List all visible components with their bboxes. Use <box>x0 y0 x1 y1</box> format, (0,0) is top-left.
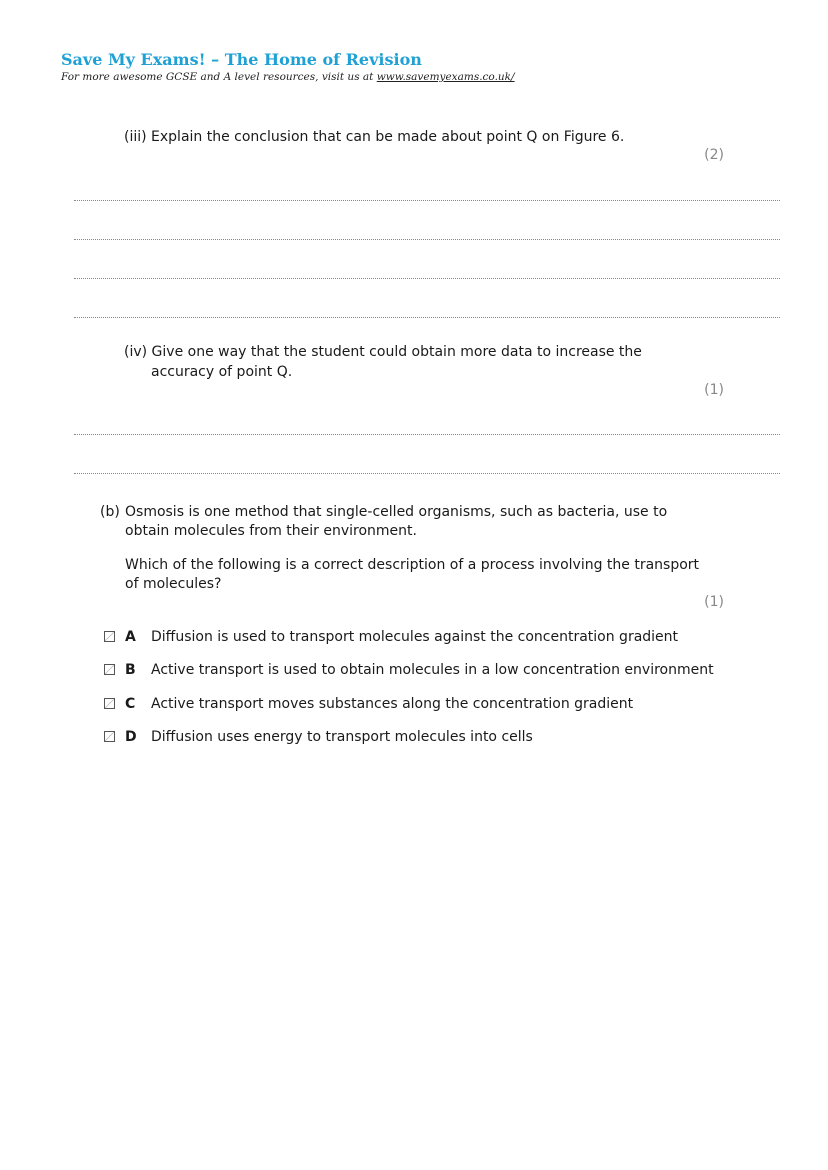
option-letter: D <box>125 729 137 745</box>
question-iv-line1: (iv) Give one way that the student could obtain more data to increase the <box>124 344 642 360</box>
question-b-line3: Which of the following is a correct description of a process involving the transport <box>125 557 700 573</box>
answer-line[interactable] <box>74 434 780 435</box>
option-letter: C <box>125 696 136 712</box>
question-iii-text: (iii) Explain the conclusion that can be made about point Q on Figure 6. <box>124 129 625 145</box>
option-text: Active transport is used to obtain molecules in a low concentration environment <box>151 662 714 678</box>
answer-line[interactable] <box>74 278 780 279</box>
site-subtitle-text: For more awesome GCSE and A level resources, visit us at <box>61 71 377 83</box>
checkbox-icon[interactable] <box>104 631 115 642</box>
option-text: Diffusion uses energy to transport molecules into cells <box>151 729 533 745</box>
option-text: Diffusion is used to transport molecules against the concentration gradient <box>151 629 679 645</box>
answer-line[interactable] <box>74 473 780 474</box>
answer-line[interactable] <box>74 317 780 318</box>
site-subtitle <box>61 71 515 83</box>
question-iii-marks: (2) <box>704 147 724 163</box>
question-iv-line2: accuracy of point Q. <box>151 364 293 380</box>
question-b-marks: (1) <box>704 594 724 610</box>
site-link[interactable]: www.savemyexams.co.uk/ <box>376 71 515 83</box>
answer-line[interactable] <box>74 239 780 240</box>
question-iv-marks: (1) <box>704 382 724 398</box>
option-letter: B <box>125 662 136 678</box>
question-b-label: (b) <box>100 504 120 520</box>
option-letter: A <box>125 629 136 645</box>
site-title: Save My Exams! – The Home of Revision <box>61 50 422 69</box>
option-text: Active transport moves substances along the concentration gradient <box>151 696 634 712</box>
question-b-line4: of molecules? <box>125 576 222 592</box>
question-b-line2: obtain molecules from their environment. <box>125 523 417 539</box>
answer-line[interactable] <box>74 200 780 201</box>
question-b-line1: Osmosis is one method that single-celled organisms, such as bacteria, use to <box>125 504 668 520</box>
checkbox-icon[interactable] <box>104 664 115 675</box>
checkbox-icon[interactable] <box>104 731 115 742</box>
checkbox-icon[interactable] <box>104 698 115 709</box>
